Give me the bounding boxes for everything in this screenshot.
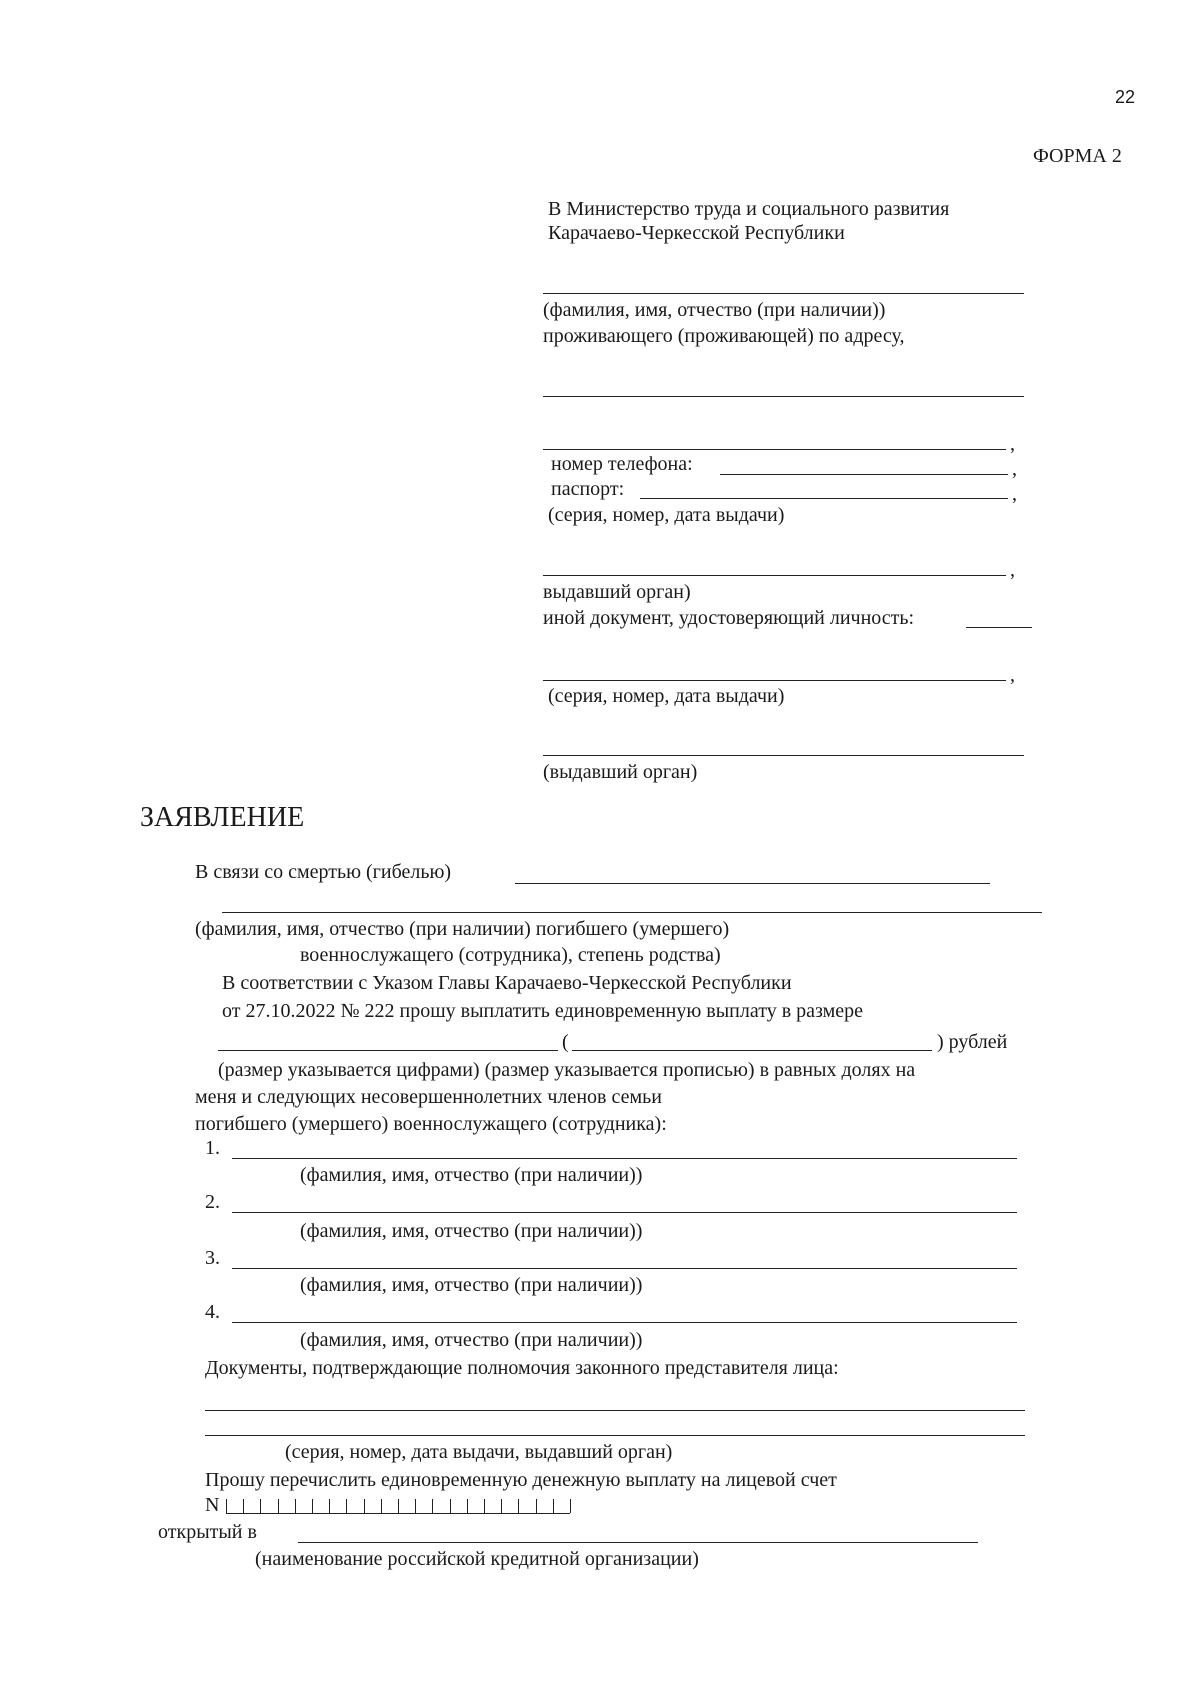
other-doc-issuer-caption: (выдавший орган) — [543, 761, 698, 783]
rubles-label: ) рублей — [937, 1031, 1008, 1053]
account-prefix: N — [205, 1494, 220, 1516]
other-doc-field[interactable] — [966, 627, 1032, 628]
addressee-line-1: В Министерство труда и социального развития — [548, 198, 950, 220]
page-number: 22 — [1115, 87, 1136, 107]
amount-digits-field[interactable] — [218, 1050, 558, 1051]
passport-field[interactable] — [640, 498, 1008, 499]
address-field-2[interactable] — [543, 449, 1006, 450]
passport-caption: (серия, номер, дата выдачи) — [548, 504, 785, 526]
address-field-1[interactable] — [543, 396, 1024, 397]
amount-caption: (размер указывается цифрами) (размер указывается прописью) в равных долях на — [218, 1059, 916, 1081]
member-caption: (фамилия, имя, отчество (при наличии)) — [300, 1220, 643, 1242]
decree-line-1: В соответствии с Указом Главы Карачаево-Черкесской Республики — [222, 972, 792, 994]
members-line-1: меня и следующих несовершеннолетних членов семьи — [195, 1086, 662, 1108]
passport-comma: , — [1012, 483, 1017, 505]
member-caption: (фамилия, имя, отчество (при наличии)) — [300, 1274, 643, 1296]
passport-issuer-comma: , — [1010, 559, 1015, 581]
deceased-caption-1: (фамилия, имя, отчество (при наличии) погибшего (умершего) — [195, 918, 730, 940]
member-caption: (фамилия, имя, отчество (при наличии)) — [300, 1329, 643, 1351]
opened-label: открытый в — [158, 1521, 257, 1543]
address-comma: , — [1010, 433, 1015, 455]
other-doc-caption: (серия, номер, дата выдачи) — [548, 685, 785, 707]
members-line-2: погибшего (умершего) военнослужащего (сотрудника): — [195, 1113, 667, 1135]
member-number: 3. — [205, 1247, 220, 1269]
account-number-field[interactable] — [226, 1499, 570, 1514]
deceased-name-field-2[interactable] — [222, 912, 1042, 913]
decree-line-2: от 27.10.2022 № 222 прошу выплатить единовременную выплату в размере — [222, 1000, 864, 1022]
passport-label: паспорт: — [551, 478, 625, 500]
bank-caption: (наименование российской кредитной организации) — [255, 1548, 699, 1570]
address-label: проживающего (проживающей) по адресу, — [543, 325, 905, 347]
phone-field[interactable] — [720, 474, 1008, 475]
passport-issuer-field[interactable] — [543, 575, 1006, 576]
rep-docs-label: Документы, подтверждающие полномочия законного представителя лица: — [205, 1357, 839, 1379]
member-caption: (фамилия, имя, отчество (при наличии)) — [300, 1164, 643, 1186]
member-1-field[interactable] — [232, 1158, 1017, 1159]
member-number: 4. — [205, 1301, 220, 1323]
deceased-caption-2: военнослужащего (сотрудника), степень родства) — [300, 944, 721, 966]
rep-docs-field-1[interactable] — [205, 1410, 1025, 1411]
applicant-name-field[interactable] — [543, 293, 1024, 294]
form-label: ФОРМА 2 — [1033, 145, 1122, 167]
applicant-name-caption: (фамилия, имя, отчество (при наличии)) — [543, 299, 886, 321]
other-doc-label: иной документ, удостоверяющий личность: — [543, 607, 915, 629]
amount-words-field[interactable] — [572, 1050, 932, 1051]
other-doc-details-field[interactable] — [543, 680, 1006, 681]
member-4-field[interactable] — [232, 1322, 1017, 1323]
addressee-line-2: Карачаево-Черкесской Республики — [548, 222, 845, 244]
transfer-label: Прошу перечислить единовременную денежную выплату на лицевой счет — [205, 1469, 837, 1491]
member-number: 1. — [205, 1137, 220, 1159]
phone-comma: , — [1012, 458, 1017, 480]
other-doc-comma: , — [1010, 664, 1015, 686]
bank-field[interactable] — [298, 1542, 978, 1543]
other-doc-issuer-field[interactable] — [543, 755, 1024, 756]
rep-docs-field-2[interactable] — [205, 1435, 1025, 1436]
member-number: 2. — [205, 1191, 220, 1213]
deceased-name-field[interactable] — [515, 883, 990, 884]
document-title: ЗАЯВЛЕНИЕ — [140, 802, 305, 833]
amount-paren-open: ( — [562, 1031, 569, 1053]
rep-docs-caption: (серия, номер, дата выдачи, выдавший орган) — [285, 1441, 673, 1463]
member-2-field[interactable] — [232, 1212, 1017, 1213]
death-label: В связи со смертью (гибелью) — [195, 861, 452, 883]
phone-label: номер телефона: — [551, 453, 693, 475]
member-3-field[interactable] — [232, 1268, 1017, 1269]
passport-issuer-caption: выдавший орган) — [543, 581, 691, 603]
